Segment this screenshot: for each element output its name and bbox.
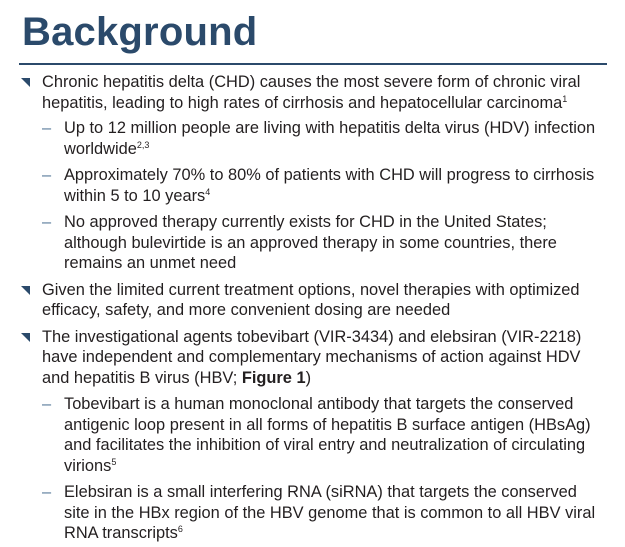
dash-bullet-icon: – (42, 213, 52, 231)
sub-bullet-item (0, 212, 625, 274)
sub-bullet-text: Tobevibart is a human monoclonal antibody that targets the conserved antigenic loop present in all forms of hepatitis B surface antigen (HBsAg) and facilitates the inhibition of viral entry and neutralization of circulating virions$^5$ (64, 395, 591, 475)
bullet-item (0, 72, 625, 113)
bullet-text: Given the limited current treatment options, novel therapies with optimized efficacy, safety, and more convenient dosing are needed (42, 280, 580, 319)
bullet-item (0, 327, 625, 389)
figure-reference: Figure 1 (241, 368, 306, 387)
sub-bullet-text: Up to 12 million people are living with hepatitis delta virus (HDV) infection worldwide$^{2,3}$ (64, 119, 596, 158)
bullet-list (0, 72, 625, 544)
sub-bullet-text: Elebsiran is a small interfering RNA (siRNA) that targets the conserved site in the HBx region of the HBV genome that is common to all HBV viral RNA transcripts$^6$ (64, 483, 596, 542)
dash-bullet-icon: – (42, 483, 52, 501)
sub-bullet-text: No approved therapy currently exists for CHD in the United States; although bulevirtide is an approved therapy in some countries, there remains an unmet need (64, 213, 557, 272)
title-underline (19, 63, 607, 65)
dash-bullet-icon: – (42, 119, 52, 137)
dash-bullet-icon: – (42, 395, 52, 413)
sub-bullet-text: Approximately 70% to 80% of patients with CHD will progress to cirrhosis within 5 to 10 years$^4$ (64, 166, 595, 205)
sub-bullet-item (0, 482, 625, 544)
bullet-text: Chronic hepatitis delta (CHD) causes the most severe form of chronic viral hepatitis, leading to high rates of cirrhosis and hepatocellular carcinoma$^1$ (42, 73, 581, 112)
bullet-text: The investigational agents tobevibart (VIR-3434) and elebsiran (VIR-2218) have independent and complementary mechanisms of action against HDV and hepatitis B virus (HBV; Figure 1) (42, 327, 582, 387)
sub-bullet-item (0, 118, 625, 159)
triangle-bullet-icon (21, 286, 30, 295)
sub-bullet-item (0, 394, 625, 476)
slide-title: Background (22, 10, 258, 54)
sub-bullet-item (0, 165, 625, 206)
triangle-bullet-icon (21, 78, 30, 87)
triangle-bullet-icon (21, 333, 30, 342)
bullet-item (0, 280, 625, 321)
dash-bullet-icon: – (42, 166, 52, 184)
